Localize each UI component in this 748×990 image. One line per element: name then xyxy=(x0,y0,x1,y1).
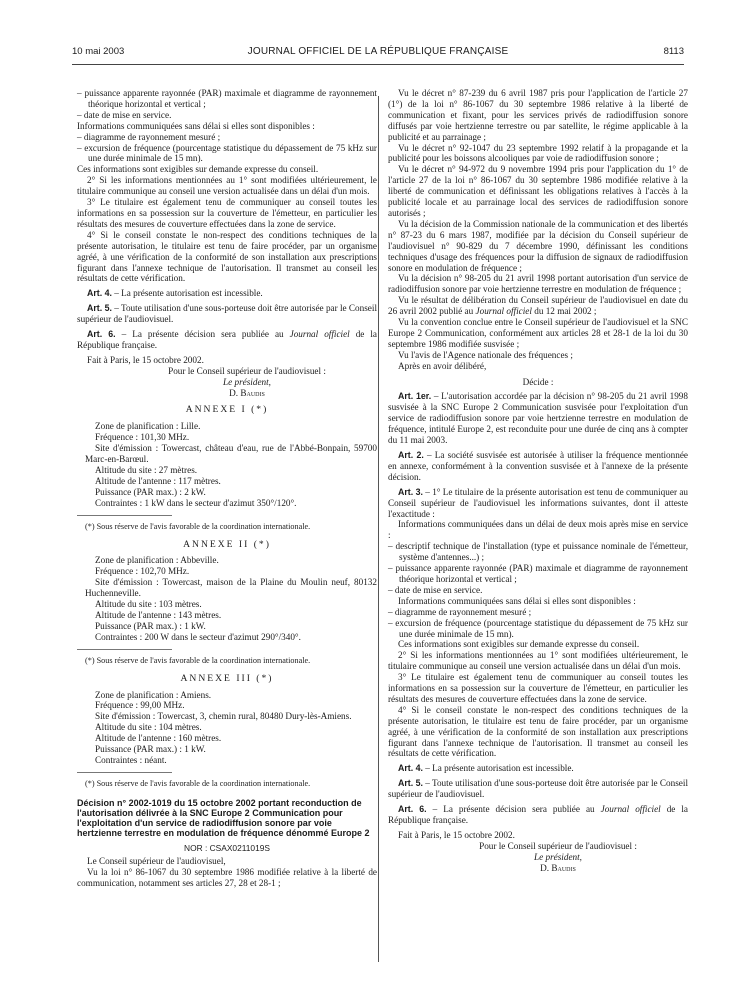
article-4 xyxy=(388,763,688,774)
paragraph: – date de mise en service. xyxy=(388,584,483,595)
footnote: (*) Sous réserve de l'avis favorable de la coordination internationale. xyxy=(85,655,311,665)
article-text: – La présente autorisation est incessible. xyxy=(422,763,574,774)
nor-reference: NOR : CSAX0211019S xyxy=(184,842,270,853)
president-label: Le président, xyxy=(223,376,271,387)
article-label: Art. 3. xyxy=(398,486,423,497)
article-text: – Toute utilisation d'une sous-porteuse doit être autorisée par le Conseil supérieur de l'audiovisuel. xyxy=(388,778,688,800)
annex-line: Altitude de l'antenne : 143 mètres. xyxy=(95,609,222,620)
annex-line: Site d'émission : Towercast, maison de la Plaine du Moulin neuf, 80132 Huchenneville. xyxy=(85,577,377,599)
article-label: Art. 6. xyxy=(398,804,427,815)
signature-title xyxy=(117,377,377,388)
annex-line: Fréquence : 102,70 MHz. xyxy=(95,566,190,577)
signature-line: Pour le Conseil supérieur de l'audiovisuel : xyxy=(479,840,637,851)
article-3 xyxy=(388,487,688,520)
signature-line: Pour le Conseil supérieur de l'audiovisuel : xyxy=(168,365,326,376)
paragraph: 3° Le titulaire est également tenu de communiquer au conseil toutes les informations en sa possession sur la couverture de l'émetteur, en particulier les résultats des mesures de couverture effectuées dans la zone de service. xyxy=(388,672,688,704)
page-header xyxy=(72,46,684,62)
annex-3-body xyxy=(77,690,377,766)
article-5 xyxy=(77,303,377,325)
decide-heading: Décide : xyxy=(522,376,554,387)
president-label: Le président, xyxy=(534,851,582,862)
paragraph: Informations communiquées dans un délai de deux mois après mise en service : xyxy=(388,519,688,541)
journal-ref: Journal officiel xyxy=(289,329,350,340)
paragraph: 4° Si le conseil constate le non-respect des conditions techniques de la présente autorisation, le titulaire est tenu de faire procéder, par un organisme agréé, à une vérification de la conformité de son installation aux prescriptions figurant dans l'annexe technique de l'autorisation. Il transmet au conseil les résultats de cette vérification. xyxy=(388,704,688,759)
annex-line: Altitude de l'antenne : 160 mètres. xyxy=(95,733,222,744)
paragraph: 2° Si les informations mentionnées au 1° sont modifiées ultérieurement, le titulaire communique au conseil une version actualisée dans un délai d'un mois. xyxy=(77,175,377,197)
article-text: – L'autorisation accordée par la décision n° 98-205 du 21 avril 1998 susvisée à la SNC Europe 2 Communication susvisée pour l'exploitation d'un service de radiodiffusion sonore par voie hertzienne terrestre en modulation de fréquence, intitulé Europe 2, est reconduite pour une durée de cinq ans à compter du 11 mai 2003. xyxy=(388,391,688,446)
article-text: – La présente décision sera publiée au xyxy=(426,804,601,815)
annex-line: Altitude du site : 104 mètres. xyxy=(95,722,202,733)
signature-date: Fait à Paris, le 15 octobre 2002. xyxy=(398,829,515,840)
paragraph-text: du 12 mai 2002 ; xyxy=(531,306,597,317)
paragraph: Vu la loi n° 86-1067 du 30 septembre 1986 modifiée relative à la liberté de communication, notamment ses articles 27, 28 et 28-1 ; xyxy=(77,867,377,889)
paragraph xyxy=(388,295,688,317)
paragraph: Informations communiquées sans délai si elles sont disponibles : xyxy=(398,595,636,606)
page-number: 8113 xyxy=(663,46,684,57)
annex-line: Contraintes : 200 W dans le secteur d'azimut 290°/340°. xyxy=(95,631,301,642)
article-label: Art. 1er. xyxy=(398,391,432,402)
paragraph: Ces informations sont exigibles sur demande expresse du conseil. xyxy=(398,639,640,650)
article-6 xyxy=(388,804,688,826)
footnote-rule xyxy=(77,515,172,516)
paragraph: – puissance apparente rayonnée (PAR) maximale et diagramme de rayonnement théorique horizontal et vertical ; xyxy=(388,563,688,584)
journal-title: JOURNAL OFFICIEL DE LA RÉPUBLIQUE FRANÇAISE xyxy=(247,46,509,57)
footnote: (*) Sous réserve de l'avis favorable de la coordination internationale. xyxy=(85,521,311,531)
article-label: Art. 6. xyxy=(87,329,116,340)
paragraph: Après en avoir délibéré, xyxy=(398,360,487,371)
article-label: Art. 5. xyxy=(87,303,112,314)
article-label: Art. 4. xyxy=(398,763,423,774)
journal-ref: Journal officiel xyxy=(475,306,532,317)
issue-date: 10 mai 2003 xyxy=(72,46,125,57)
paragraph: – date de mise en service. xyxy=(77,109,172,120)
article-2 xyxy=(388,450,688,483)
annex-line: Puissance (PAR max.) : 1 kW. xyxy=(95,744,206,755)
article-label: Art. 5. xyxy=(398,778,423,789)
article-1 xyxy=(388,391,688,446)
annex-line: Contraintes : néant. xyxy=(95,754,167,765)
right-column xyxy=(388,88,688,874)
paragraph: – diagramme de rayonnement mesuré ; xyxy=(77,131,221,142)
paragraph: Vu la convention conclue entre le Conseil supérieur de l'audiovisuel et la SNC Europe 2 Communication, conformément aux articles 28 et 28-1 de la loi du 30 septembre 1986 modifiée susvisée ; xyxy=(388,317,688,349)
paragraph: Vu le décret n° 87-239 du 6 avril 1987 pris pour l'application de l'article 27 (1°) de la loi n° 86-1067 du 30 septembre 1986 relative à la liberté de communication et fixant, pour les services privés de radiodiffusion sonore diffusés par voie hertzienne terrestre ou par satellite, le régime applicable à la publicité et au parrainage ; xyxy=(388,88,688,142)
paragraph: Vu le décret n° 92-1047 du 23 septembre 1992 relatif à la propagande et la publicité pour les boissons alcooliques par voie de radiodiffusion sonore ; xyxy=(388,142,688,164)
header-rule xyxy=(72,64,684,65)
article-6 xyxy=(77,329,377,351)
paragraph: Vu l'avis de l'Agence nationale des fréquences ; xyxy=(398,349,573,360)
paragraph: Vu la décision de la Commission nationale de la communication et des libertés n° 87-23 du 6 mars 1987, modifiée par la décision du Conseil supérieur de l'audiovisuel n° 90-829 du 7 décembre 1990, définissant les conditions techniques d'usage des fréquences pour la diffusion de signaux de radiodiffusion sonore en modulation de fréquence ; xyxy=(388,218,688,273)
annex-line: Altitude du site : 27 mètres. xyxy=(95,465,198,475)
annex-line: Contraintes : 1 kW dans le secteur d'azimut 350°/120°. xyxy=(95,497,297,508)
journal-ref: Journal officiel xyxy=(600,804,661,815)
annex-1-body xyxy=(77,421,377,508)
footnote: (*) Sous réserve de l'avis favorable de la coordination internationale. xyxy=(85,778,311,788)
paragraph: 2° Si les informations mentionnées au 1° sont modifiées ultérieurement, le titulaire communique au conseil une version actualisée dans un délai d'un mois. xyxy=(388,650,688,672)
annex-line: Fréquence : 99,00 MHz. xyxy=(95,700,185,711)
paragraph: Le Conseil supérieur de l'audiovisuel, xyxy=(87,856,226,867)
annex-line: Zone de planification : Abbeville. xyxy=(95,555,219,566)
article-text: – Toute utilisation d'une sous-porteuse doit être autorisée par le Conseil supérieur de l'audiovisuel. xyxy=(77,303,377,325)
paragraph: Ces informations sont exigibles sur demande expresse du conseil. xyxy=(77,164,319,175)
paragraph: – excursion de fréquence (pourcentage statistique du dépassement de 75 kHz sur une durée minimale de 15 mn). xyxy=(77,142,377,164)
annex-line: Altitude du site : 103 mètres. xyxy=(95,599,202,610)
signatory-name: D. Baudis xyxy=(540,862,576,873)
annex-2-body xyxy=(77,555,377,642)
article-text: de la République française. xyxy=(77,329,378,350)
decision-title: Décision n° 2002-1019 du 15 octobre 2002 portant reconduction de l'autorisation délivrée à la SNC Europe 2 Communication pour l'exploitation d'un service de radiodiffusion sonore par voie hertzienne terrestre en modulation de fréquence dénommé Europe 2 xyxy=(77,797,370,839)
annex-1-title: ANNEXE I (*) xyxy=(185,404,269,416)
paragraph: Vu le décret n° 94-972 du 9 novembre 1994 pris pour l'application du 1° de l'article 27 de la loi n° 86-1067 du 30 septembre 1986 modifiée relative à la liberté de communication et définissant les obligations relatives à l'accès à la publicité locale et au parrainage local des services de radiodiffusion sonore autorisés ; xyxy=(388,164,688,218)
annex-line: Puissance (PAR max.) : 1 kW. xyxy=(95,620,206,631)
article-5 xyxy=(388,778,688,800)
annex-line: Puissance (PAR max.) : 2 kW. xyxy=(95,486,206,497)
annex-line: Site d'émission : Towercast, 3, chemin rural, 80480 Dury-lès-Amiens. xyxy=(95,711,352,722)
article-text: – 1° Le titulaire de la présente autorisation est tenu de communiquer au Conseil supérieur de l'audiovisuel les informations suivantes, dont il atteste l'exactitude : xyxy=(388,486,688,519)
signature-date: Fait à Paris, le 15 octobre 2002. xyxy=(87,354,204,365)
annex-line: Site d'émission : Towercast, château d'eau, rue de l'Abbé-Bonpain, 59700 Marc-en-Barœul. xyxy=(85,443,377,465)
article-text: – La société susvisée est autorisée à utiliser la fréquence mentionnée en annexe, conformément à la convention susvisée et à l'annexe de la présente décision. xyxy=(388,450,688,482)
column-divider xyxy=(378,96,379,962)
signatory-name: D. Baudis xyxy=(229,387,265,398)
footnote-rule xyxy=(77,772,172,773)
left-column xyxy=(77,88,377,889)
annex-3-title: ANNEXE III (*) xyxy=(180,672,274,684)
article-text: – La présente décision sera publiée au xyxy=(115,329,290,340)
annex-line: Zone de planification : Lille. xyxy=(95,421,201,432)
paragraph: – excursion de fréquence (pourcentage statistique du dépassement de 75 kHz sur une durée minimale de 15 mn). xyxy=(388,617,688,639)
article-text: de la République française. xyxy=(388,804,689,825)
paragraph: 3° Le titulaire est également tenu de communiquer au conseil toutes les informations en sa possession sur la couverture de l'émetteur, en particulier les résultats des mesures de couverture effectuées dans la zone de service. xyxy=(77,197,377,229)
annex-line: Zone de planification : Amiens. xyxy=(95,689,212,700)
paragraph-text: Vu le résultat de délibération du Conseil supérieur de l'audiovisuel en date du 26 avril 2002 publié au xyxy=(388,295,688,317)
annex-2-title: ANNEXE II (*) xyxy=(183,538,271,550)
paragraph: Informations communiquées sans délai si elles sont disponibles : xyxy=(77,120,315,131)
article-label: Art. 2. xyxy=(398,450,424,460)
article-text: – La présente autorisation est incessible. xyxy=(111,288,263,299)
signature-title xyxy=(428,852,688,863)
paragraph: Vu la décision n° 98-205 du 21 avril 1998 portant autorisation d'un service de radiodiffusion sonore par voie hertzienne terrestre en modulation de fréquence ; xyxy=(388,273,688,295)
paragraph: – puissance apparente rayonnée (PAR) maximale et diagramme de rayonnement théorique horizontal et vertical ; xyxy=(77,88,377,109)
paragraph: 4° Si le conseil constate le non-respect des conditions techniques de la présente autorisation, le titulaire est tenu de faire procéder, par un organisme agréé, à une vérification de la conformité de son installation aux prescriptions figurant dans l'annexe technique de l'autorisation. Il transmet au conseil les résultats de cette vérification. xyxy=(77,229,377,284)
annex-line: Altitude de l'antenne : 117 mètres. xyxy=(95,475,221,486)
footnote-rule xyxy=(77,649,172,650)
paragraph: – descriptif technique de l'installation (type et puissance nominale de l'émetteur, système d'antennes...) ; xyxy=(388,541,688,563)
article-label: Art. 4. xyxy=(87,288,112,299)
paragraph: – diagramme de rayonnement mesuré ; xyxy=(388,606,532,617)
annex-line: Fréquence : 101,30 MHz. xyxy=(95,432,190,443)
article-4 xyxy=(77,288,377,299)
